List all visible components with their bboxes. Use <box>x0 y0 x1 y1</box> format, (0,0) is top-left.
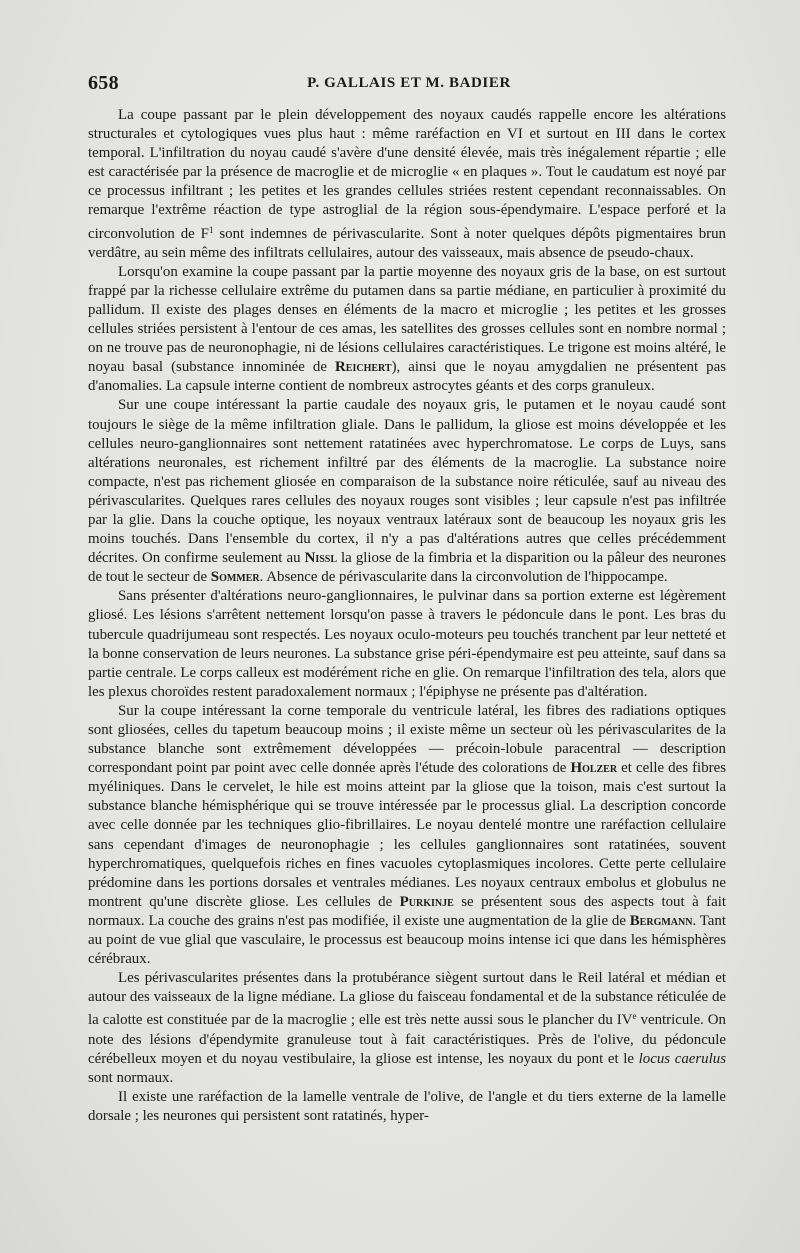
text-run: Les périvascularites présentes dans la protubérance siègent surtout dans le Reil latéral et médian et autour des vaisseaux de la ligne médiane. La gliose du faisceau fondamental et de la substance réticulée de la calotte est constituée par de la macroglie ; elle est très nette aussi sous le plancher du IV <box>88 970 726 1029</box>
text-run: La coupe passant par le plein développement des noyaux caudés rappelle encore les altérations structurales et cytologiques vues plus haut : même raréfaction en VI et surtout en III dans le cortex temporal. L'infiltration du noyau caudé s'avère d'une densité élevée, mais très inégalement répartie ; elle est caractérisée par la présence de macroglie et de microglie « en plaques ». Tout le caudatum est noyé par ce processus infiltrant ; les petites et les grandes cellules striées restent cependant reconnaissables. On remarque l'extrême réaction de type astroglial de la région sous-épendymaire. L'espace perforé et la circonvolution de F <box>88 107 726 242</box>
text-run-it: locus caerulus <box>638 1050 726 1067</box>
text-run: Sur la coupe intéressant la corne temporale du ventricule latéral, les fibres des radiations optiques sont gliosées, celles du tapetum beaucoup moins ; il existe même un secteur où les périvascularites de la substance blanche sont extrêmement développées — précoin-lobule paracentral — description correspondant point par point avec celle donnée après l'étude des colorations de <box>88 702 726 777</box>
text-run: se présentent sous des aspects tout à fait normaux. La couche des grains n'est pas modifiée, il existe une augmentation de la glie de <box>88 893 726 929</box>
text-run: et celle des fibres myéliniques. Dans le cervelet, le hile est moins atteint par la gliose que la toison, mais c'est surtout la substance blanche hémisphérique qui se trouve intéressée par le processus glial. La description concorde avec celle donnée par les techniques glio-fibrillaires. Le noyau dentelé montre une raréfaction cellulaire sans cependant d'images de neuronophagie ; les cellules ganglionnaires sont ratatinées, souvent hyperchromatiques, quelquefois riches en fines vacuoles cytoplasmiques incolores. Cette perte cellulaire prédomine dans les portions dorsales et ventrales médianes. Les noyaux centraux embolus et globulus ne montrent qu'une discrète gliose. Les cellules de <box>88 760 726 910</box>
text-run-sc: Sommer <box>210 569 260 586</box>
text-run-sc: Nissl <box>304 550 338 567</box>
page-header <box>88 72 730 98</box>
text-run: sont normaux. <box>88 1069 174 1086</box>
paragraph <box>88 1088 726 1126</box>
text-run: Sur une coupe intéressant la partie caudale des noyaux gris, le putamen et le noyau caudé sont toujours le siège de la même infiltration gliale. Dans le pallidum, la gliose est moins développée et les cellules neuro-ganglionnaires sont nettement ratatinées avec hyperchromatose. Le corps de Luys, sans altérations neuronales, est richement infiltré par des éléments de la macroglie. La substance noire compacte, n'est pas richement gliosée en comparaison de la substance noire réticulée, sauf au niveau des périvascularites. Quelques rares cellules des noyaux rouges sont visibles ; leur capsule n'est pas infiltrée par la glie. Dans la couche optique, les noyaux ventraux latéraux sont de beaucoup les noyaux gris les moins touchés. Dans l'ensemble du cortex, il n'y a pas d'altérations autres que celles précédemment décrites. On confirme seulement au <box>88 397 726 567</box>
text-run: sont indemnes de périvascularite. Sont à noter quelques dépôts pigmentaires brun verdâtre, au sein même des infiltrats cellulaires, autour des vaisseaux, mais absence de pseudo-chaux. <box>88 225 726 261</box>
text-run-sup: e <box>632 1011 637 1022</box>
running-head: P. GALLAIS ET M. BADIER <box>307 75 511 91</box>
body-text <box>88 106 726 1126</box>
paragraph <box>88 106 726 263</box>
text-run: . Tant au point de vue glial que vasculaire, le processus est beaucoup moins intense ici que dans les hémisphères cérébraux. <box>88 912 726 968</box>
paragraph <box>88 587 726 702</box>
text-run: . Absence de périvascularite dans la circonvolution de l'hippocampe. <box>259 569 668 586</box>
text-run-sup: 1 <box>208 224 214 235</box>
text-run: ), ainsi que le noyau amygdalien ne présentent pas d'anomalies. La capsule interne contient de nombreux astrocytes géants et des corps granuleux. <box>88 359 726 395</box>
text-run: ventricule. On note des lésions d'épendymite granuleuse tout à fait caractéristiques. Près de l'olive, du pédoncule cérébelleux moyen et du noyau vestibulaire, la gliose est intense, les noyaux du pont et le <box>88 1012 726 1067</box>
paragraph <box>88 263 726 397</box>
paragraph <box>88 396 726 587</box>
paragraph <box>88 969 726 1088</box>
text-run-sc: Reichert <box>335 359 392 376</box>
text-run: Il existe une raréfaction de la lamelle ventrale de l'olive, de l'angle et du tiers externe de la lamelle dorsale ; les neurones qui persistent sont ratatinés, hyper- <box>88 1088 726 1124</box>
paragraph <box>88 702 726 969</box>
page-number: 658 <box>88 72 119 94</box>
text-run: la gliose de la fimbria et la disparition ou la pâleur des neurones de tout le secteur de <box>88 550 727 586</box>
text-run: Lorsqu'on examine la coupe passant par la partie moyenne des noyaux gris de la base, on est surtout frappé par la richesse cellulaire extrême du putamen dans sa partie médiane, en particulier à proximité du pallidum. Il existe des plages denses en éléments de la macro et microglie ; les petites et les grosses cellules striées persistent à l'entour de ces amas, les satellites des grosses cellules sont en nombre normal ; on ne trouve pas de neuronophagie, ni de lésions cellulaires caractéristiques. Le trigone est moins altéré, le noyau basal (substance innominée de <box>88 263 726 376</box>
text-run-sc: Purkinje <box>399 893 454 910</box>
text-run-sc: Bergmann <box>629 912 693 929</box>
text-run: Sans présenter d'altérations neuro-ganglionnaires, le pulvinar dans sa portion externe est légèrement gliosé. Les lésions s'arrêtent nettement lorsqu'on passe à travers le pédoncule dans le pont. Les bras du tubercule quadrijumeau sont respectés. Les noyaux oculo-moteurs peu touchés tranchent par leur netteté et la bonne conservation de leurs neurones. La substance grise péri-épendymaire est peu atteinte, sauf dans sa partie centrale. Le corps calleux est modérément riche en glie. On remarque l'infiltration des tela, alors que les plexus choroïdes restent paradoxalement normaux ; l'épiphyse ne présente pas d'altération. <box>88 588 726 700</box>
text-run-sc: Holzer <box>570 760 618 777</box>
